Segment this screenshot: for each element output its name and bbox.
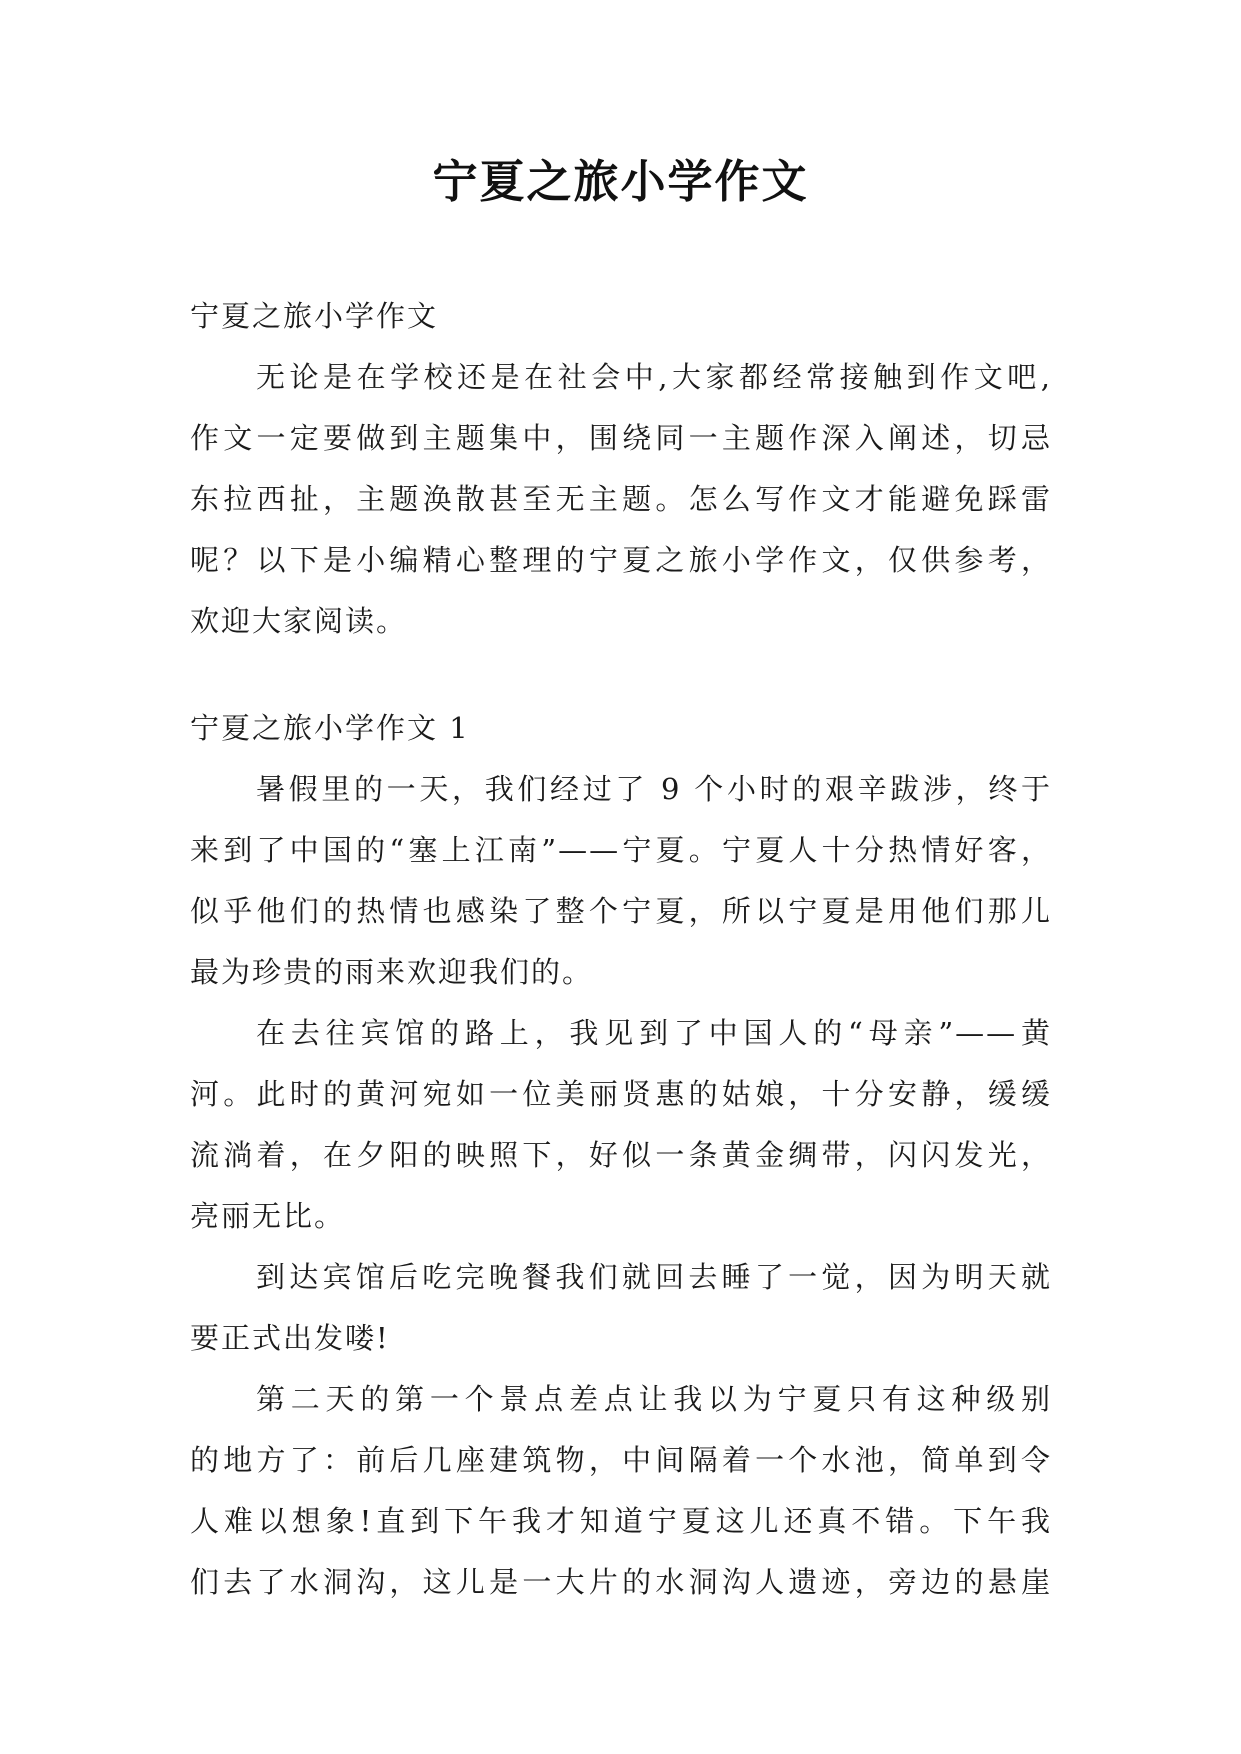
paragraph-line: 第二天的第一个景点差点让我以为宁夏只有这种级别 <box>256 1382 1052 1416</box>
intro-heading: 宁夏之旅小学作文 <box>190 299 439 333</box>
paragraph-line: 亮丽无比。 <box>190 1199 346 1233</box>
document-body <box>190 286 1052 1613</box>
paragraph-line: 人难以想象!直到下午我才知道宁夏这儿还真不错。下午我 <box>190 1504 1052 1538</box>
paragraph-line: 流淌着，在夕阳的映照下，好似一条黄金绸带，闪闪发光， <box>190 1138 1052 1172</box>
paragraph-line: 最为珍贵的雨来欢迎我们的。 <box>190 955 594 989</box>
paragraph-line: 到达宾馆后吃完晚餐我们就回去睡了一觉，因为明天就 <box>256 1260 1052 1294</box>
intro-line: 呢？以下是小编精心整理的宁夏之旅小学作文，仅供参考， <box>190 543 1052 577</box>
intro-line: 东拉西扯，主题涣散甚至无主题。怎么写作文才能避免踩雷 <box>190 482 1052 516</box>
document-title: 宁夏之旅小学作文 <box>432 155 809 208</box>
paragraph-line: 要正式出发喽! <box>190 1321 390 1355</box>
paragraph-line: 似乎他们的热情也感染了整个宁夏，所以宁夏是用他们那儿 <box>190 894 1052 928</box>
paragraph-line: 河。此时的黄河宛如一位美丽贤惠的姑娘，十分安静，缓缓 <box>190 1077 1052 1111</box>
paragraph-line: 来到了中国的“塞上江南”——宁夏。宁夏人十分热情好客， <box>190 833 1052 867</box>
intro-line: 无论是在学校还是在社会中,大家都经常接触到作文吧, <box>256 360 1052 394</box>
paragraph-line: 们去了水洞沟，这儿是一大片的水洞沟人遗迹，旁边的悬崖 <box>190 1565 1052 1599</box>
paragraph-line: 的地方了：前后几座建筑物，中间隔着一个水池，简单到令 <box>190 1443 1052 1477</box>
paragraph-line: 在去往宾馆的路上，我见到了中国人的“母亲”——黄 <box>256 1016 1052 1050</box>
intro-line: 欢迎大家阅读。 <box>190 604 408 638</box>
section-gap <box>190 652 1052 698</box>
paragraph-line: 暑假里的一天，我们经过了 9 个小时的艰辛跋涉，终于 <box>256 772 1052 806</box>
intro-line: 作文一定要做到主题集中，围绕同一主题作深入阐述，切忌 <box>190 421 1052 455</box>
essay-heading: 宁夏之旅小学作文 1 <box>190 711 470 745</box>
